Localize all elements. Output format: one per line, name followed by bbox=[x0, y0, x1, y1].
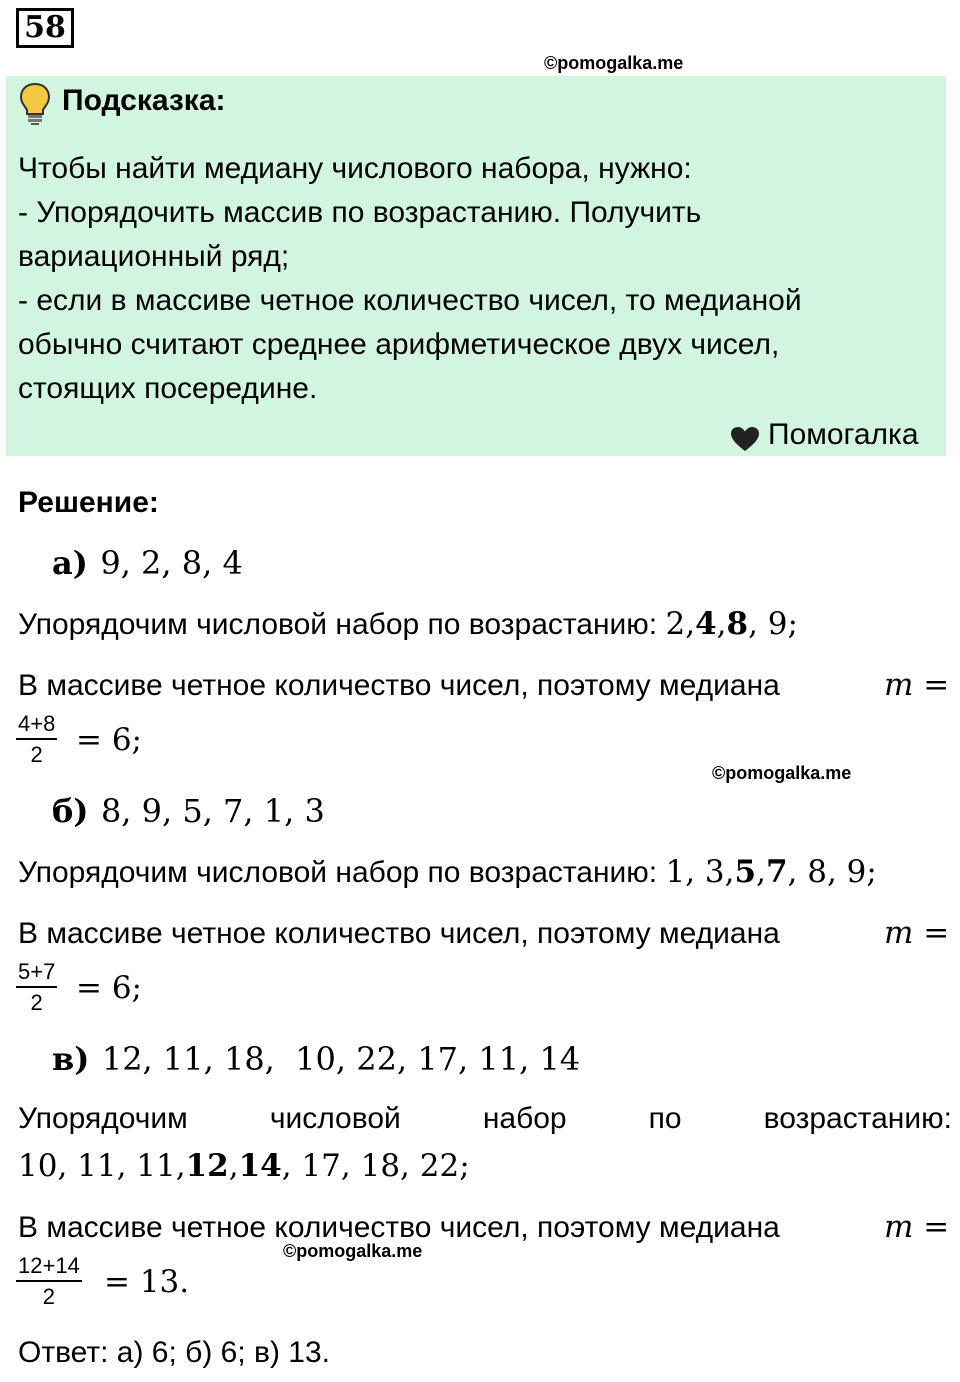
part-c-header bbox=[52, 1040, 580, 1078]
watermark: ©pomogalka.me bbox=[544, 53, 684, 73]
order-word: по bbox=[648, 1102, 682, 1135]
sorted-values bbox=[665, 606, 797, 642]
fraction bbox=[16, 1252, 82, 1312]
sorted-values bbox=[18, 1148, 470, 1184]
order-label: Упорядочим числовой набор по возрастанию: bbox=[18, 856, 658, 889]
brand-label: Помогалка bbox=[768, 418, 919, 451]
solution-title: Решение: bbox=[18, 486, 159, 519]
order-word: возрастанию: bbox=[763, 1102, 952, 1135]
fraction-numerator: 12+14 bbox=[16, 1252, 82, 1282]
part-c-label: в) bbox=[52, 1040, 90, 1078]
task-number: 58 bbox=[16, 8, 74, 48]
order-word: числовой bbox=[269, 1102, 401, 1135]
hint-line: вариационный ряд; bbox=[18, 240, 290, 273]
part-c-order bbox=[18, 1102, 952, 1136]
hint-line: Чтобы найти медиану числового набора, нужно: bbox=[18, 152, 692, 185]
middle-value: 8 bbox=[726, 606, 749, 642]
hint-line: - если в массиве четное количество чисел, то медианой bbox=[18, 284, 802, 317]
fraction bbox=[16, 710, 57, 770]
middle-value: 5 bbox=[734, 854, 757, 890]
fraction-numerator: 4+8 bbox=[16, 710, 57, 740]
hint-line: - Упорядочить массив по возрастанию. Получить bbox=[18, 196, 702, 229]
median-symbol: m = bbox=[884, 915, 950, 951]
part-b-median-text: В массиве четное количество чисел, поэтому медиана bbox=[18, 917, 780, 950]
sorted-part: 2, bbox=[665, 606, 696, 642]
sorted-part: , bbox=[228, 1148, 239, 1184]
part-c-set: 12, 11, 18, 10, 22, 17, 11, 14 bbox=[101, 1040, 581, 1078]
sorted-part: , 17, 18, 22; bbox=[281, 1148, 470, 1184]
middle-value: 4 bbox=[695, 606, 717, 642]
part-c-median-text: В массиве четное количество чисел, поэтому медиана bbox=[18, 1211, 780, 1244]
sorted-part: 1, 3, bbox=[665, 854, 735, 890]
middle-value: 12 bbox=[185, 1148, 229, 1184]
median-symbol: m = bbox=[884, 1209, 950, 1245]
part-a-set: 9, 2, 8, 4 bbox=[100, 544, 243, 582]
watermark: ©pomogalka.me bbox=[712, 763, 852, 783]
sorted-values bbox=[665, 854, 876, 890]
fraction-numerator: 5+7 bbox=[16, 958, 57, 988]
median-symbol: m = bbox=[884, 667, 950, 703]
middle-value: 7 bbox=[765, 854, 788, 890]
median-result: = 6; bbox=[76, 970, 142, 1006]
sorted-part: , bbox=[716, 606, 727, 642]
part-a-order bbox=[18, 606, 798, 642]
middle-value: 14 bbox=[238, 1148, 282, 1184]
sorted-part: 10, 11, 11, bbox=[18, 1148, 186, 1184]
lightbulb-icon bbox=[18, 82, 52, 126]
sorted-part: , 9; bbox=[748, 606, 798, 642]
part-b-order bbox=[18, 854, 877, 890]
sorted-part: , 8, 9; bbox=[787, 854, 877, 890]
part-b-set: 8, 9, 5, 7, 1, 3 bbox=[100, 792, 325, 830]
part-a-median-text: В массиве четное количество чисел, поэтому медиана bbox=[18, 669, 780, 702]
fraction-denominator: 2 bbox=[30, 742, 43, 767]
heart-icon bbox=[730, 426, 760, 452]
sorted-part: , bbox=[756, 854, 766, 890]
median-result: = 6; bbox=[76, 722, 142, 758]
answer: Ответ: а) 6; б) 6; в) 13. bbox=[18, 1336, 330, 1369]
hint-box bbox=[6, 76, 946, 456]
hint-title: Подсказка: bbox=[62, 84, 226, 117]
part-a-header bbox=[52, 544, 243, 582]
order-label: Упорядочим числовой набор по возрастанию: bbox=[18, 608, 658, 641]
watermark: ©pomogalka.me bbox=[283, 1241, 423, 1261]
part-b-label: б) bbox=[52, 792, 89, 830]
hint-line: стоящих посередине. bbox=[18, 372, 318, 405]
order-word: набор bbox=[482, 1102, 567, 1135]
hint-line: обычно считают среднее арифметическое двух чисел, bbox=[18, 328, 780, 361]
part-b-header bbox=[52, 792, 325, 830]
fraction bbox=[16, 958, 57, 1018]
part-a-label: а) bbox=[52, 544, 88, 582]
median-result: = 13. bbox=[104, 1264, 190, 1300]
order-word: Упорядочим bbox=[18, 1102, 188, 1135]
fraction-denominator: 2 bbox=[30, 990, 43, 1015]
fraction-denominator: 2 bbox=[42, 1284, 56, 1309]
